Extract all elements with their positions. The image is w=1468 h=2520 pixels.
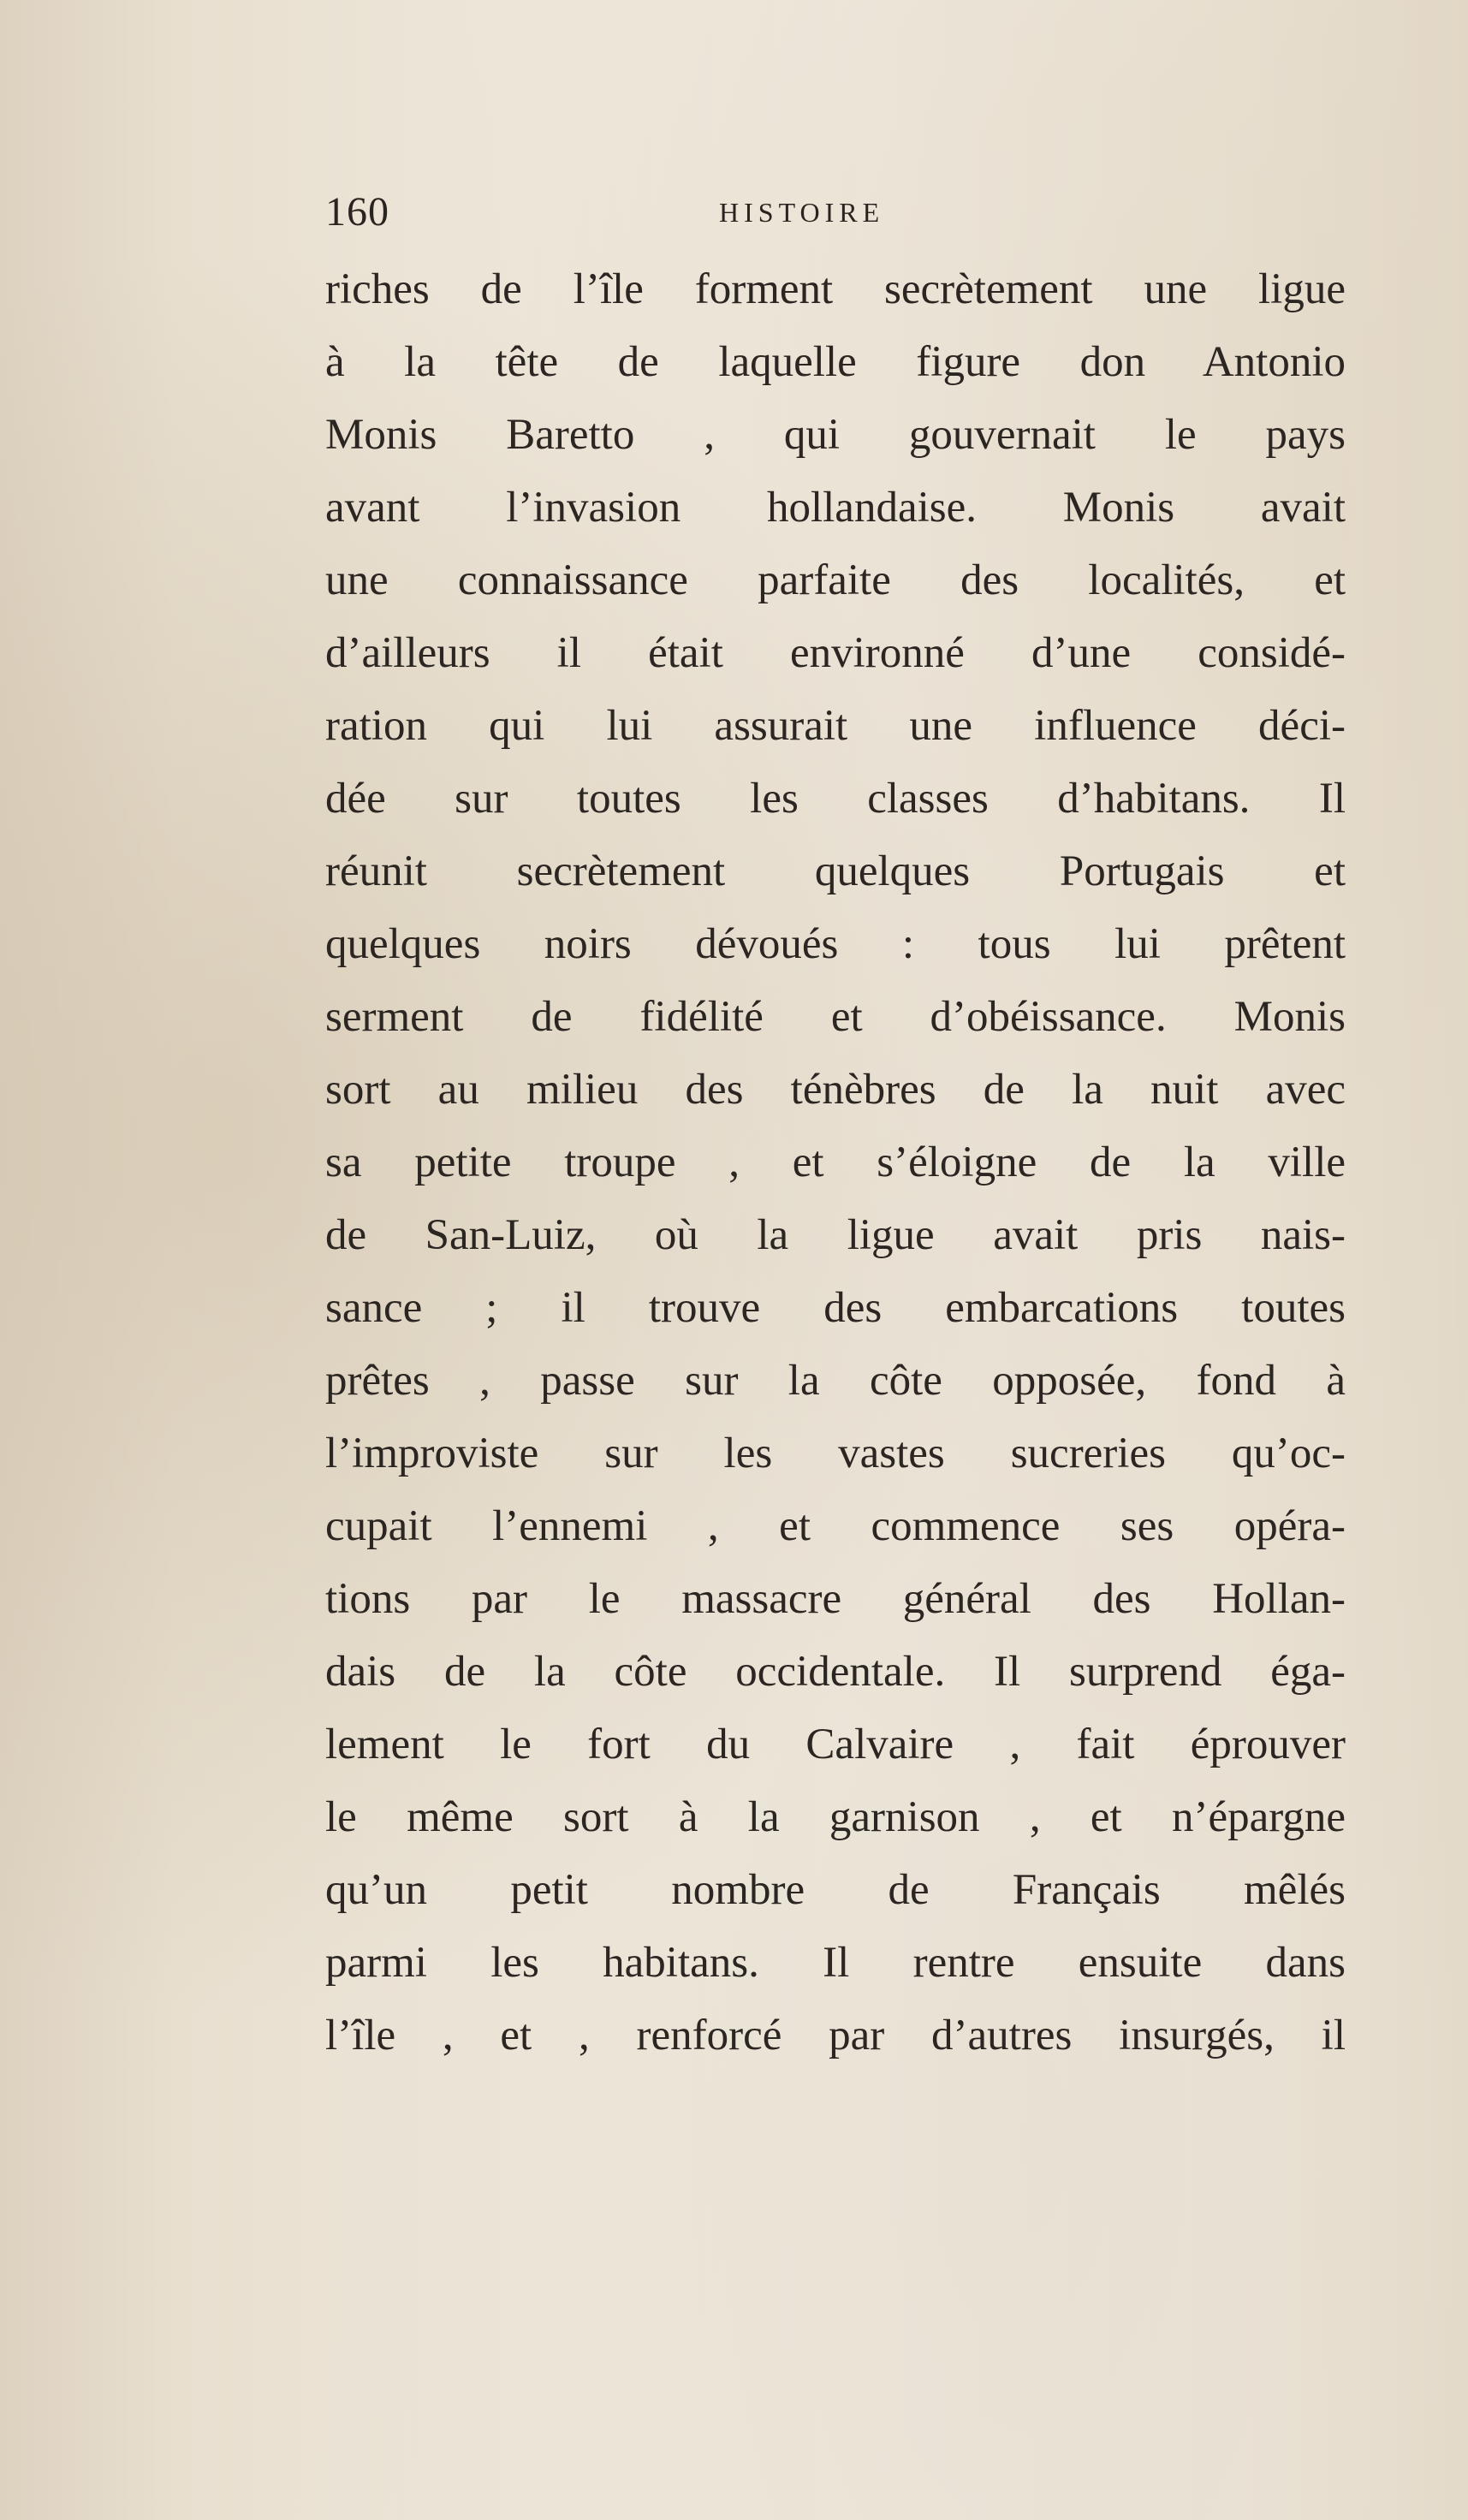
text-line: l’improviste sur les vastes sucreries qu’oc- — [325, 1429, 1346, 1477]
text-line: sance ; il trouve des embarcations toutes — [325, 1284, 1346, 1332]
running-head: HISTOIRE — [719, 197, 885, 228]
page-header — [325, 188, 1352, 240]
text-line: cupait l’ennemi , et commence ses opéra- — [325, 1502, 1346, 1550]
text-line: lement le fort du Calvaire , fait éprouver — [325, 1721, 1346, 1768]
text-line: une connaissance parfaite des localités, et — [325, 556, 1346, 604]
text-line: serment de fidélité et d’obéissance. Monis — [325, 993, 1346, 1041]
text-line: qu’un petit nombre de Français mêlés — [325, 1866, 1346, 1914]
text-line: Monis Baretto , qui gouvernait le pays — [325, 411, 1346, 459]
text-line: quelques noirs dévoués : tous lui prêtent — [325, 920, 1346, 968]
text-line: l’île , et , renforcé par d’autres insurgés, il — [325, 2012, 1346, 2059]
text-line: dée sur toutes les classes d’habitans. Il — [325, 775, 1346, 823]
text-line: riches de l’île forment secrètement une ligue — [325, 265, 1346, 313]
text-line: le même sort à la garnison , et n’épargne — [325, 1793, 1346, 1841]
text-line: sort au milieu des ténèbres de la nuit avec — [325, 1066, 1346, 1114]
text-line: d’ailleurs il était environné d’une considé- — [325, 629, 1346, 677]
text-line: dais de la côte occidentale. Il surprend éga- — [325, 1648, 1346, 1696]
body-text — [325, 253, 1346, 2072]
text-line: parmi les habitans. Il rentre ensuite dans — [325, 1939, 1346, 1987]
text-line: avant l’invasion hollandaise. Monis avait — [325, 484, 1346, 532]
text-line: de San-Luiz, où la ligue avait pris nais- — [325, 1211, 1346, 1259]
page-number: 160 — [325, 189, 389, 235]
text-line: prêtes , passe sur la côte opposée, fond à — [325, 1357, 1346, 1405]
text-line: à la tête de laquelle figure don Antonio — [325, 338, 1346, 386]
text-line: réunit secrètement quelques Portugais et — [325, 847, 1346, 895]
text-line: sa petite troupe , et s’éloigne de la ville — [325, 1138, 1346, 1186]
text-line: tions par le massacre général des Hollan- — [325, 1575, 1346, 1623]
text-line: ration qui lui assurait une influence déci- — [325, 702, 1346, 750]
